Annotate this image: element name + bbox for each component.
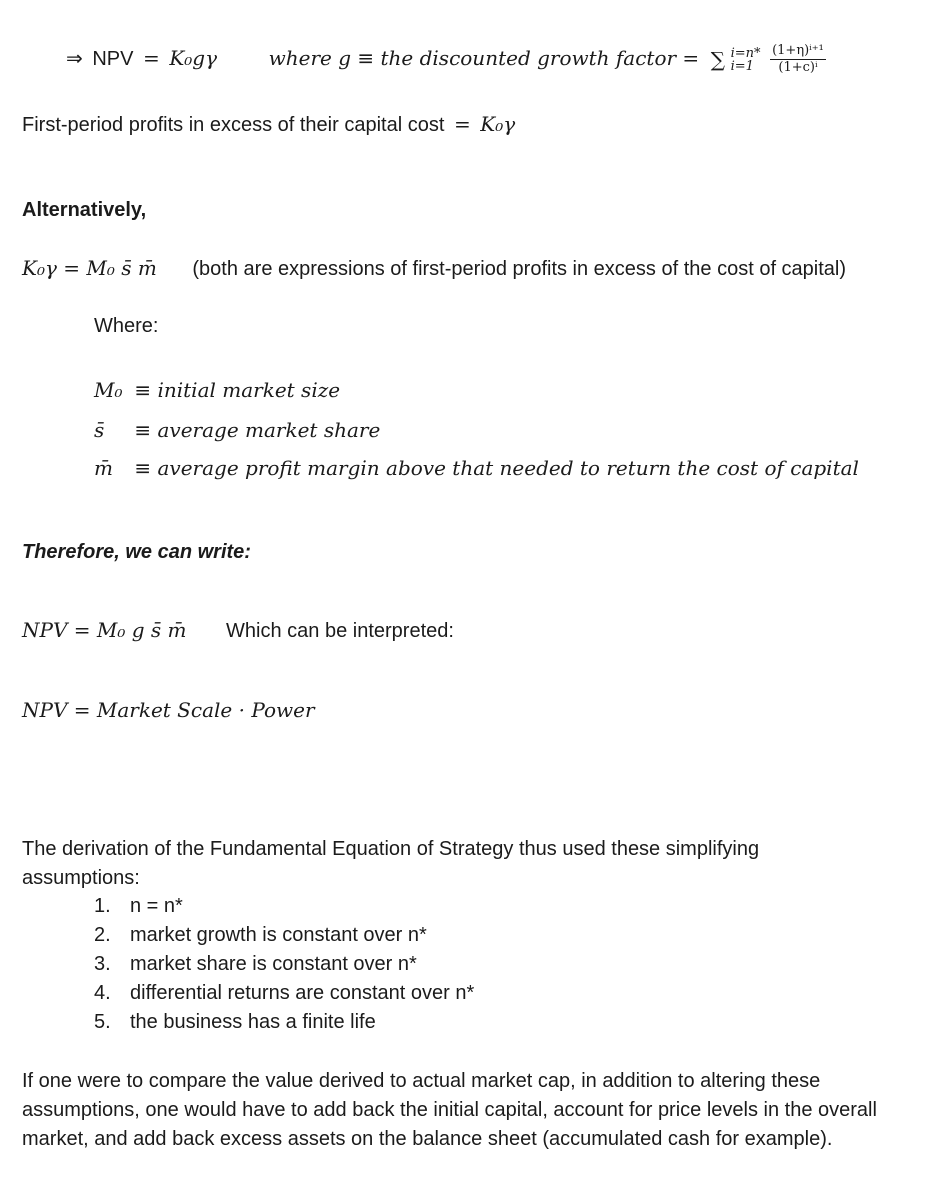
list-item-number: 4.: [94, 982, 111, 1004]
list-item: [94, 1008, 474, 1037]
summation: [711, 37, 761, 82]
therefore-heading: Therefore, we can write:: [22, 541, 251, 563]
first-period-profits-text: First-period profits in excess of their capital cost: [22, 114, 445, 136]
list-item-number: 2.: [94, 924, 111, 946]
profit-identity-note: (both are expressions of first-period profits in excess of the cost of capital): [192, 258, 847, 280]
npv-interpretation-equation: NPV = Market Scale · Power: [22, 698, 315, 722]
sum-lower-limit: i=1: [730, 59, 754, 75]
definition-market-share: [94, 416, 380, 444]
list-item: [94, 979, 474, 1008]
fraction-numerator: (1+η)ⁱ⁺¹: [772, 43, 824, 59]
definition-text: ≡ average profit margin above that needed to return the cost of capital: [134, 456, 859, 480]
list-item-number: 1.: [94, 895, 111, 917]
sum-upper-limit: i=n*: [730, 46, 761, 62]
assumptions-intro: The derivation of the Fundamental Equation of Strategy thus used these simplifying assumptions:: [22, 838, 760, 889]
interpretation-note: Which can be interpreted:: [226, 620, 454, 642]
profit-identity-line: [22, 254, 846, 283]
list-item: [94, 892, 474, 921]
list-item-number: 5.: [94, 1011, 111, 1033]
profit-identity-expr: K₀γ = M₀ s̄ m̄: [22, 256, 157, 280]
where-label: Where:: [94, 315, 159, 337]
first-period-profits-line: [22, 110, 515, 139]
sum-sign: ∑: [710, 48, 726, 73]
definition-text: ≡ average market share: [134, 418, 381, 442]
list-item-text: the business has a finite life: [130, 1011, 376, 1033]
definition-symbol: M₀: [94, 378, 123, 402]
equals-sign: =: [453, 112, 471, 136]
definition-text: ≡ initial market size: [134, 378, 341, 402]
npv-fundamental-equation: [22, 616, 454, 645]
definition-symbol: m̄: [94, 456, 113, 480]
fraction-denominator: (1+c)ⁱ: [778, 60, 818, 76]
list-item-text: market share is constant over n*: [130, 953, 417, 975]
npv-rhs: K₀gγ: [169, 46, 218, 70]
list-item: [94, 921, 474, 950]
assumptions-list: [94, 892, 474, 1037]
npv-fundamental-expr: NPV = M₀ g s̄ m̄: [22, 618, 187, 642]
definition-market-size: [94, 376, 340, 404]
definition-profit-margin: [94, 454, 859, 482]
first-period-profits-expr: K₀γ: [480, 112, 516, 136]
list-item-number: 3.: [94, 953, 111, 975]
alternatively-heading: Alternatively,: [22, 199, 147, 221]
list-item-text: n = n*: [130, 895, 183, 917]
list-item-text: market growth is constant over n*: [130, 924, 427, 946]
equals-sign: =: [143, 46, 160, 70]
growth-fraction: [770, 43, 826, 76]
growth-factor-definition: where g ≡ the discounted growth factor =: [268, 46, 700, 70]
closing-paragraph: If one were to compare the value derived to actual market cap, in addition to altering these assumptions, one would have to add back the initial capital, account for price levels in the overall market, and add back excess assets on the balance sheet (accumulated cash for example).: [22, 1070, 877, 1150]
list-item: [94, 950, 474, 979]
definition-symbol: s̄: [94, 418, 105, 442]
list-item-text: differential returns are constant over n*: [130, 982, 475, 1004]
npv-growth-equation: [66, 36, 826, 80]
implies-arrow: ⇒: [66, 48, 83, 70]
npv-label: NPV: [92, 48, 134, 70]
